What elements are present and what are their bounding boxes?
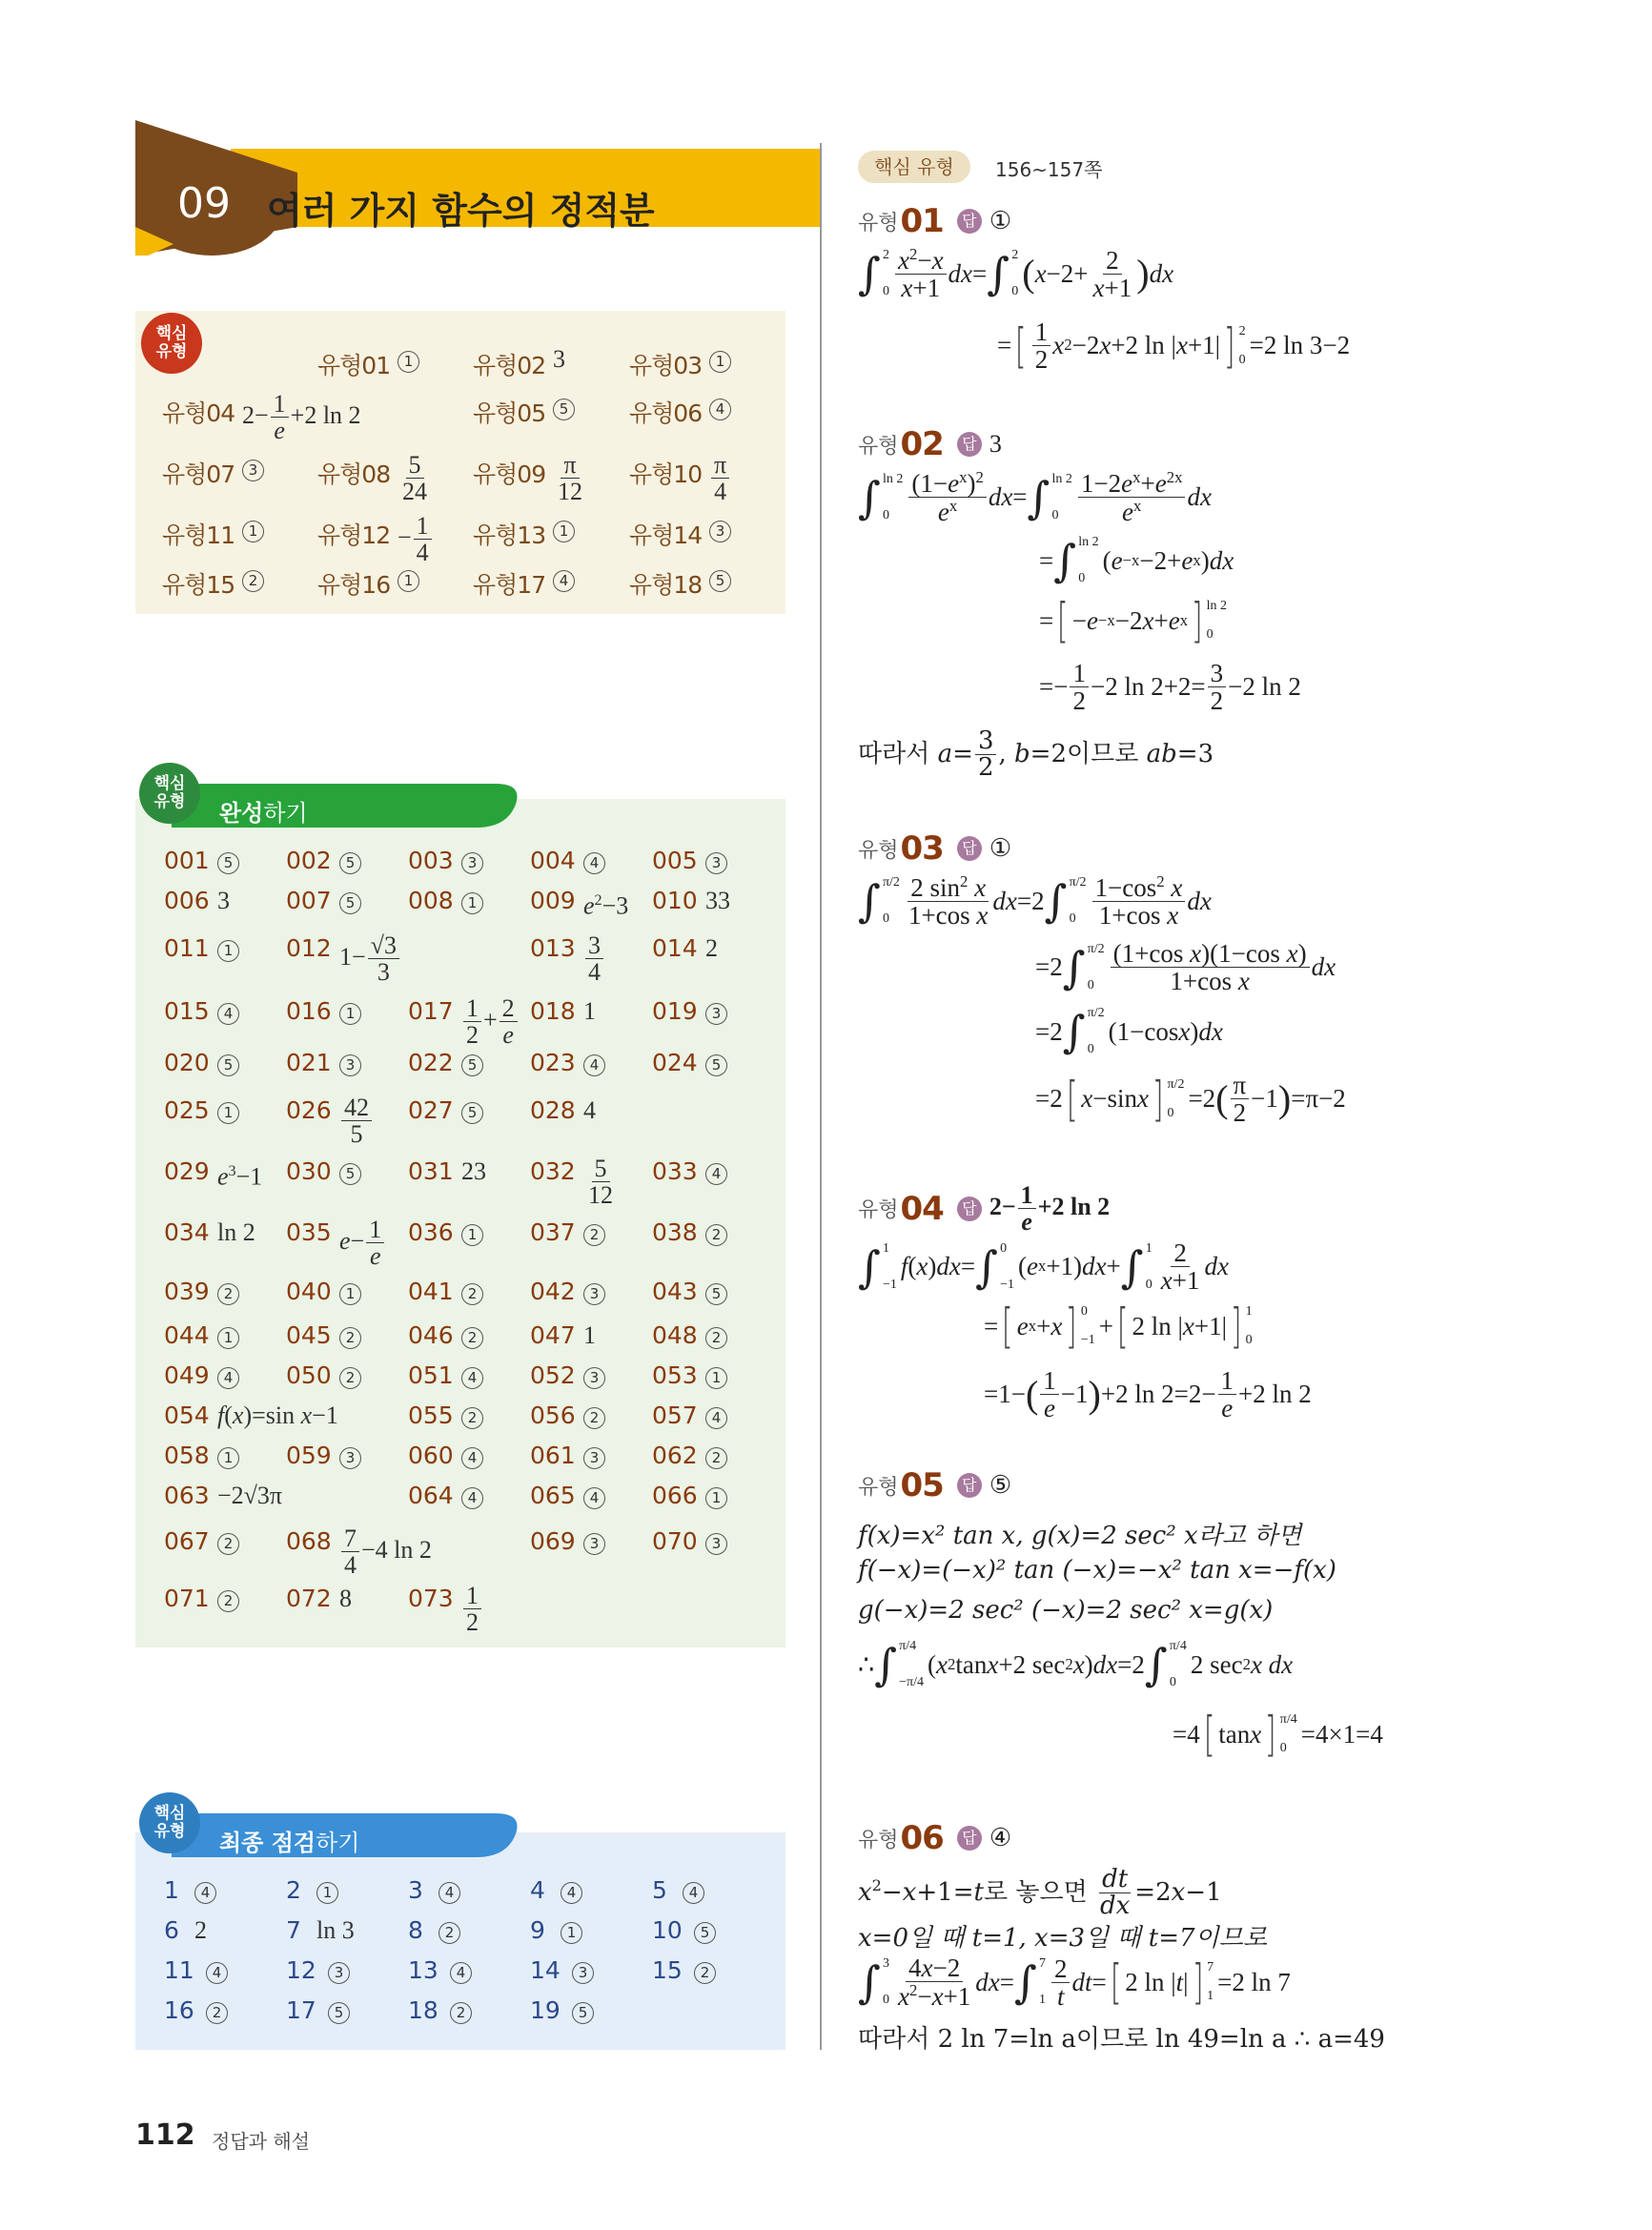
complete-item-number: 059	[286, 1442, 332, 1469]
final-item-answer: 4	[206, 1954, 228, 1987]
final-item-answer: 3	[572, 1954, 594, 1987]
type-04-eq3: =1− ( $\frac{1}{e}$ −1 ) +2 ln 2=2− $\frac{1}{e}$ +2 ln 2	[984, 1366, 1312, 1423]
complete-item-number: 040	[286, 1278, 332, 1305]
final-item-answer: 4	[438, 1874, 460, 1907]
complete-item-answer: 3	[461, 845, 483, 877]
complete-item-number: 046	[408, 1321, 454, 1349]
complete-item-number: 031	[408, 1157, 454, 1185]
core-type-answer: 5	[553, 391, 575, 423]
complete-item-answer: 4	[583, 1480, 605, 1512]
complete-item-answer: 3	[217, 887, 230, 914]
final-badge: 핵심 유형	[139, 1792, 200, 1853]
core-type-label: 유형01	[317, 352, 391, 379]
complete-item-number: 004	[530, 847, 576, 874]
final-item-answer: 2	[438, 1914, 460, 1947]
type-03-eq3: =2 ∫ π/2 0 (1−cos x ) dx	[1035, 1006, 1223, 1057]
final-item-answer: 2	[194, 1916, 207, 1944]
core-type-label: 유형16	[317, 571, 391, 599]
complete-item-number: 029	[164, 1157, 210, 1185]
complete-item-answer: 4	[583, 845, 605, 877]
column-divider	[820, 143, 822, 2050]
type-05-heading: 유형 05 답 ⑤	[858, 1466, 1012, 1504]
type-06-conclusion: 따라서 2 ln 7=ln a이므로 ln 49=ln a ∴ a=49	[858, 2025, 1385, 2054]
final-item-answer: 1	[316, 1874, 338, 1907]
complete-item-answer: 1	[217, 1095, 239, 1127]
complete-item-answer: 3	[583, 1276, 605, 1308]
complete-item-answer: 3	[583, 1440, 605, 1472]
final-item-number: 14	[530, 1956, 561, 1984]
complete-item-number: 009	[530, 887, 576, 914]
final-title: 최종 점검하기	[219, 1830, 360, 1856]
core-type-answer: $\frac{\pi}{4}$	[709, 452, 731, 505]
core-type-answer: 4	[709, 391, 731, 423]
complete-item-answer: 2	[705, 1440, 727, 1472]
complete-item-answer: 2	[583, 1217, 605, 1249]
complete-item-answer: 4	[461, 1360, 483, 1392]
final-item-number: 15	[652, 1956, 683, 1984]
complete-item-answer: 1	[705, 1360, 727, 1392]
complete-item-number: 051	[408, 1361, 454, 1389]
complete-item-answer: 4	[705, 1400, 727, 1432]
type-02-eq2: = ∫ ln 2 0 ( e −x −2+ e x ) dx	[1039, 535, 1234, 586]
complete-item-answer: 33	[705, 887, 730, 914]
complete-item-number: 002	[286, 847, 332, 874]
complete-item-number: 021	[286, 1049, 332, 1076]
core-type-label: 유형07	[162, 460, 235, 488]
complete-item-number: 057	[652, 1401, 698, 1429]
complete-item-number: 065	[530, 1482, 576, 1509]
type-05-eq2: =4 [ tan x ] π/4 0 =4×1=4	[1173, 1707, 1383, 1762]
type-06-heading: 유형 06 답 ④	[858, 1819, 1012, 1857]
complete-item-answer: 2	[217, 1276, 239, 1308]
complete-item-answer: $\frac{42}{5}$	[339, 1095, 374, 1148]
complete-item-number: 030	[286, 1157, 332, 1185]
complete-item-number: 037	[530, 1218, 576, 1246]
core-type-answer: 1	[553, 513, 575, 545]
complete-item-answer: 1	[583, 997, 596, 1025]
complete-item-number: 052	[530, 1361, 576, 1389]
core-type-label: 유형02	[473, 352, 546, 379]
type-05-line3: g(−x)=2 sec² (−x)=2 sec² x=g(x)	[858, 1596, 1274, 1625]
core-type-answer: 1	[709, 343, 731, 376]
complete-item-answer: 4	[583, 1047, 605, 1079]
core-type-answer: 2	[242, 563, 264, 595]
final-item-answer: 4	[194, 1874, 216, 1907]
complete-item-number: 017	[408, 997, 454, 1025]
final-item-number: 17	[286, 1996, 316, 2024]
complete-item-answer: 2	[217, 1583, 239, 1615]
final-item-number: 9	[530, 1916, 545, 1944]
complete-item-answer: $\frac{3}{4}$	[583, 932, 605, 986]
complete-item-number: 054	[164, 1401, 210, 1429]
complete-item-answer: 4	[705, 1156, 727, 1188]
complete-item-number: 014	[652, 934, 698, 962]
complete-item-number: 013	[530, 934, 576, 962]
type-04-heading: 유형 04 답 2− $\frac{1}{e}$ +2 ln 2	[858, 1181, 1111, 1237]
complete-item-answer: 2	[461, 1400, 483, 1432]
final-item-answer: 2	[694, 1954, 716, 1987]
complete-item-number: 001	[164, 847, 210, 874]
final-item-number: 2	[286, 1876, 301, 1904]
complete-item-answer: 3	[339, 1440, 361, 1472]
final-item-answer: 4	[561, 1874, 582, 1907]
complete-item-number: 042	[530, 1278, 576, 1305]
complete-item-number: 011	[164, 934, 210, 962]
type-01-eq1: ∫ 2 0 $\frac{x^2-x}{x+1}$ dx = ∫ 2 0 ( x −2+ $\frac{2}{x+1}$ ) dx	[858, 245, 1174, 303]
complete-item-answer: $e^3-1$	[217, 1162, 263, 1191]
core-type-answer: 1	[398, 343, 419, 376]
complete-item-number: 036	[408, 1218, 454, 1246]
chapter-header	[135, 120, 820, 256]
complete-item-answer: 3	[705, 1525, 727, 1558]
complete-item-number: 022	[408, 1049, 454, 1076]
type-03-eq2: =2 ∫ π/2 0 $\frac{\text{(1+cos x)(1−cos x)}}{\text{1+cos x}}$ dx	[1035, 939, 1336, 996]
complete-item-number: 047	[530, 1321, 576, 1349]
complete-item-number: 027	[408, 1096, 454, 1124]
core-type-answer: 3	[242, 452, 264, 484]
complete-item-answer: $\frac{7}{4}$ −4 ln 2	[339, 1525, 432, 1579]
final-item-answer: 4	[683, 1874, 704, 1907]
final-item-answer: 4	[450, 1954, 472, 1987]
complete-item-answer: 4	[461, 1480, 483, 1512]
complete-item-number: 061	[530, 1442, 576, 1469]
final-item-number: 16	[164, 1996, 194, 2024]
complete-item-answer: 2	[705, 934, 718, 962]
final-item-answer: ln 3	[316, 1916, 355, 1944]
complete-item-answer: 2	[217, 1525, 239, 1558]
final-item-number: 12	[286, 1956, 316, 1984]
complete-item-answer: ln 2	[217, 1218, 255, 1246]
core-type-label: 유형06	[629, 399, 703, 427]
complete-item-answer: 5	[461, 1095, 483, 1127]
final-item-number: 5	[652, 1876, 667, 1904]
complete-item-answer: 4	[217, 995, 239, 1028]
complete-item-answer: 23	[461, 1157, 486, 1185]
type-04-eq1: ∫ 1 −1 f ( x ) dx = ∫ 0 −1 ( e x +1) dx + ∫ 1 0 $\frac{2}{x+1}$ dx	[858, 1238, 1229, 1296]
final-item-number: 8	[408, 1916, 423, 1944]
complete-item-answer: 1	[461, 885, 483, 917]
complete-item-answer: 1	[583, 1321, 596, 1349]
complete-item-number: 019	[652, 997, 698, 1025]
core-type-label: 유형03	[629, 352, 703, 379]
complete-item-answer: 3	[583, 1360, 605, 1392]
final-item-answer: 5	[328, 1995, 350, 2027]
type-03-heading: 유형 03 답 ①	[858, 829, 1012, 868]
final-item-answer: 1	[561, 1914, 582, 1947]
complete-item-number: 049	[164, 1361, 210, 1389]
complete-item-answer: 1	[461, 1217, 483, 1249]
type-05-line1: f(x)=x² tan x, g(x)=2 sec² x라고 하면	[858, 1522, 1302, 1550]
core-type-answer: 3	[553, 345, 565, 373]
type-02-eq3: = [ − e −x −2 x + e x ] ln 2 0	[1039, 593, 1227, 648]
complete-item-answer: 2	[705, 1320, 727, 1352]
complete-item-number: 066	[652, 1482, 698, 1509]
complete-item-number: 043	[652, 1278, 698, 1305]
complete-item-number: 053	[652, 1361, 698, 1389]
complete-item-number: 007	[286, 887, 332, 914]
complete-item-number: 034	[164, 1218, 210, 1246]
core-type-label: 유형09	[473, 460, 546, 488]
complete-item-answer: 5	[217, 845, 239, 877]
complete-title: 완성하기	[219, 800, 308, 827]
complete-item-answer: 5	[339, 1156, 361, 1188]
complete-item-number: 044	[164, 1321, 210, 1349]
final-item-answer: 2	[450, 1995, 472, 2027]
complete-item-number: 039	[164, 1278, 210, 1305]
final-item-number: 13	[408, 1956, 438, 1984]
final-item-answer: 2	[206, 1995, 228, 2027]
complete-item-answer: 4	[583, 1096, 596, 1124]
page-number: 112	[135, 2118, 195, 2152]
type-06-line1: $x^2-x+1=t$로 놓으면 $\frac{dt}{dx}$ =2x−1	[858, 1865, 1222, 1921]
type-05-eq1: ∴ ∫ π/4 −π/4 ( x 2 tan x +2 sec 2 x ) dx =2 ∫ π/4 0 2 sec 2 x dx	[858, 1639, 1294, 1690]
core-type-answer: 1	[242, 513, 264, 545]
complete-item-answer: 2	[339, 1360, 361, 1392]
complete-item-number: 041	[408, 1278, 454, 1305]
core-type-answer: 3	[709, 513, 731, 545]
core-type-label: 유형12	[317, 522, 391, 549]
complete-item-number: 060	[408, 1442, 454, 1469]
complete-item-answer: 1	[339, 995, 361, 1028]
type-06-line2: x=0일 때 t=1, x=3일 때 t=7이므로	[858, 1924, 1267, 1953]
chapter-number: 09	[177, 179, 231, 228]
complete-item-number: 033	[652, 1157, 698, 1185]
core-type-label: 유형05	[473, 399, 546, 427]
complete-item-number: 023	[530, 1049, 576, 1076]
core-type-answer: 5	[709, 563, 731, 595]
type-04-eq2: = [ e x + x ] 0 −1 + [ 2 ln | x +1| ] 1 0	[984, 1299, 1253, 1354]
footer-label: 정답과 해설	[212, 2130, 310, 2153]
complete-item-number: 015	[164, 997, 210, 1025]
complete-item-number: 050	[286, 1361, 332, 1389]
complete-item-number: 035	[286, 1218, 332, 1246]
complete-item-number: 028	[530, 1096, 576, 1124]
complete-item-number: 012	[286, 934, 332, 962]
core-type-label: 유형13	[473, 522, 546, 549]
final-item-number: 19	[530, 1996, 561, 2024]
complete-item-answer: 5	[705, 1047, 727, 1079]
core-type-label: 유형08	[317, 460, 391, 488]
final-item-answer: 5	[694, 1914, 716, 1947]
complete-item-number: 005	[652, 847, 698, 874]
type-02-eq1: ∫ ln 2 0 $\frac{(1-e^x)^2}{e^x}$ dx = ∫ ln 2 0 $\frac{1-2e^x+e^{2x}}{e^x}$ dx	[858, 468, 1212, 527]
complete-item-number: 064	[408, 1482, 454, 1509]
complete-item-number: 026	[286, 1096, 332, 1124]
complete-item-answer: $\frac{1}{2}$	[461, 1583, 483, 1636]
core-type-answer: 4	[553, 563, 575, 595]
complete-item-answer: f(x)=sin x−1	[217, 1401, 338, 1429]
complete-item-answer: 3	[339, 1047, 361, 1079]
complete-item-answer: 1	[217, 1320, 239, 1352]
type-05-line2: f(−x)=(−x)² tan (−x)=−x² tan x=−f(x)	[858, 1556, 1336, 1585]
complete-item-answer: 2	[583, 1400, 605, 1432]
core-type-pill: 핵심 유형	[858, 151, 970, 183]
complete-item-answer: e− $\frac{1}{e}$	[339, 1217, 386, 1270]
complete-item-answer: 3	[583, 1525, 605, 1558]
complete-item-number: 072	[286, 1585, 332, 1612]
type-03-eq4: =2 [ x −sin x ] π/2 0 =2 ( $\frac{\pi}{2}$ −1 ) =π−2	[1035, 1071, 1346, 1128]
complete-item-answer: $e^2-3$	[583, 891, 629, 920]
complete-item-number: 006	[164, 887, 210, 914]
complete-item-number: 073	[408, 1585, 454, 1612]
complete-item-number: 068	[286, 1527, 332, 1555]
core-type-label: 유형17	[473, 571, 546, 599]
type-02-heading: 유형 02 답 3	[858, 425, 1002, 463]
final-item-number: 7	[286, 1916, 301, 1944]
complete-item-number: 069	[530, 1527, 576, 1555]
core-type-label: 유형14	[629, 522, 703, 549]
complete-item-number: 008	[408, 887, 454, 914]
type-03-eq1: ∫ π/2 0 $\frac{2 \sin^2 x}{\text{1+cos x}}$ dx =2 ∫ π/2 0 $\frac{1-\cos^2 x}{\text{1+cos x}}$ dx	[858, 872, 1212, 931]
final-item-number: 3	[408, 1876, 423, 1904]
core-type-answer: $\frac{\pi}{12}$	[558, 451, 582, 506]
type-02-conclusion: 따라서 a= $\frac{3}{2}$ , b=2이므로 ab=3	[858, 726, 1214, 783]
complete-item-answer: 1	[217, 932, 239, 965]
complete-item-answer: 8	[339, 1585, 352, 1612]
complete-item-number: 024	[652, 1049, 698, 1076]
core-type-answer: − $\frac{1}{4}$	[398, 513, 434, 566]
final-item-number: 6	[164, 1916, 179, 1944]
complete-item-number: 032	[530, 1157, 576, 1185]
complete-item-number: 055	[408, 1401, 454, 1429]
complete-item-number: 045	[286, 1321, 332, 1349]
complete-item-answer: 5	[217, 1047, 239, 1079]
complete-item-number: 010	[652, 887, 698, 914]
complete-item-number: 018	[530, 997, 576, 1025]
core-type-label: 유형11	[162, 522, 235, 549]
complete-badge: 핵심 유형	[139, 763, 200, 824]
page-range: 156~157쪽	[995, 158, 1103, 181]
final-item-number: 4	[530, 1876, 545, 1904]
complete-item-answer: 1	[339, 1276, 361, 1308]
type-02-eq4: =− $\frac{1}{2}$ −2 ln 2+2= $\frac{3}{2}$ −2 ln 2	[1039, 659, 1301, 716]
complete-item-answer: −2√3π	[217, 1482, 283, 1509]
core-type-label: 유형15	[162, 571, 235, 599]
final-item-number: 1	[164, 1876, 179, 1904]
core-type-label: 유형04	[162, 399, 235, 427]
complete-item-answer: 5	[339, 885, 361, 917]
complete-item-answer: 1	[705, 1480, 727, 1512]
core-type-answer: $\frac{5}{24}$	[402, 451, 427, 506]
complete-item-number: 062	[652, 1442, 698, 1469]
complete-item-number: 056	[530, 1401, 576, 1429]
complete-item-answer: 2	[461, 1276, 483, 1308]
complete-item-answer: 3	[705, 845, 727, 877]
complete-item-answer: 2	[339, 1320, 361, 1352]
complete-item-number: 063	[164, 1482, 210, 1509]
complete-item-number: 038	[652, 1218, 698, 1246]
type-01-eq2: = [ $\frac{1}{2}$ x 2 −2 x +2 ln | x +1| ] 2 0 =2 ln 3−2	[997, 317, 1351, 375]
complete-item-number: 058	[164, 1442, 210, 1469]
final-item-number: 10	[652, 1916, 683, 1944]
core-type-label: 유형10	[629, 460, 703, 488]
complete-item-number: 016	[286, 997, 332, 1025]
complete-item-number: 003	[408, 847, 454, 874]
complete-item-answer: 1− $\frac{√3}{3}$	[339, 932, 401, 986]
complete-item-answer: $\frac{5}{12}$	[588, 1155, 613, 1210]
complete-item-answer: 2	[461, 1320, 483, 1352]
core-type-answer: 2− $\frac{1}{e}$ +2 ln 2	[242, 390, 361, 445]
core-type-label: 유형18	[629, 571, 703, 599]
final-item-number: 18	[408, 1996, 438, 2024]
final-item-answer: 5	[572, 1995, 594, 2027]
complete-item-number: 071	[164, 1585, 210, 1612]
complete-item-answer: 5	[339, 845, 361, 877]
complete-item-number: 070	[652, 1527, 698, 1555]
complete-item-number: 025	[164, 1096, 210, 1124]
complete-item-answer: 5	[705, 1276, 727, 1308]
complete-item-answer: 5	[461, 1047, 483, 1079]
complete-item-answer: $\frac{1}{2}$ + $\frac{2}{e}$	[461, 995, 520, 1049]
complete-item-answer: 2	[705, 1217, 727, 1249]
final-item-number: 11	[164, 1956, 194, 1984]
type-01-heading: 유형 01 답 ①	[858, 202, 1012, 240]
complete-item-number: 067	[164, 1527, 210, 1555]
core-badge: 핵심 유형	[141, 313, 202, 374]
complete-item-number: 020	[164, 1049, 210, 1076]
complete-item-answer: 4	[461, 1440, 483, 1472]
type-06-eq1: ∫ 3 0 $\frac{4x-2}{x^2-x+1}$ dx = ∫ 7 1 $\frac{2}{t}$ dt = [ 2 ln | t | ] 7 1 =2 ln 7	[858, 1954, 1291, 2012]
core-type-answer: 1	[398, 563, 419, 595]
complete-item-answer: 3	[705, 995, 727, 1028]
final-item-answer: 3	[328, 1954, 350, 1987]
complete-item-answer: 4	[217, 1360, 239, 1392]
chapter-title: 여러 가지 함수의 정적분	[267, 190, 655, 232]
complete-item-answer: 1	[217, 1440, 239, 1472]
complete-item-number: 048	[652, 1321, 698, 1349]
